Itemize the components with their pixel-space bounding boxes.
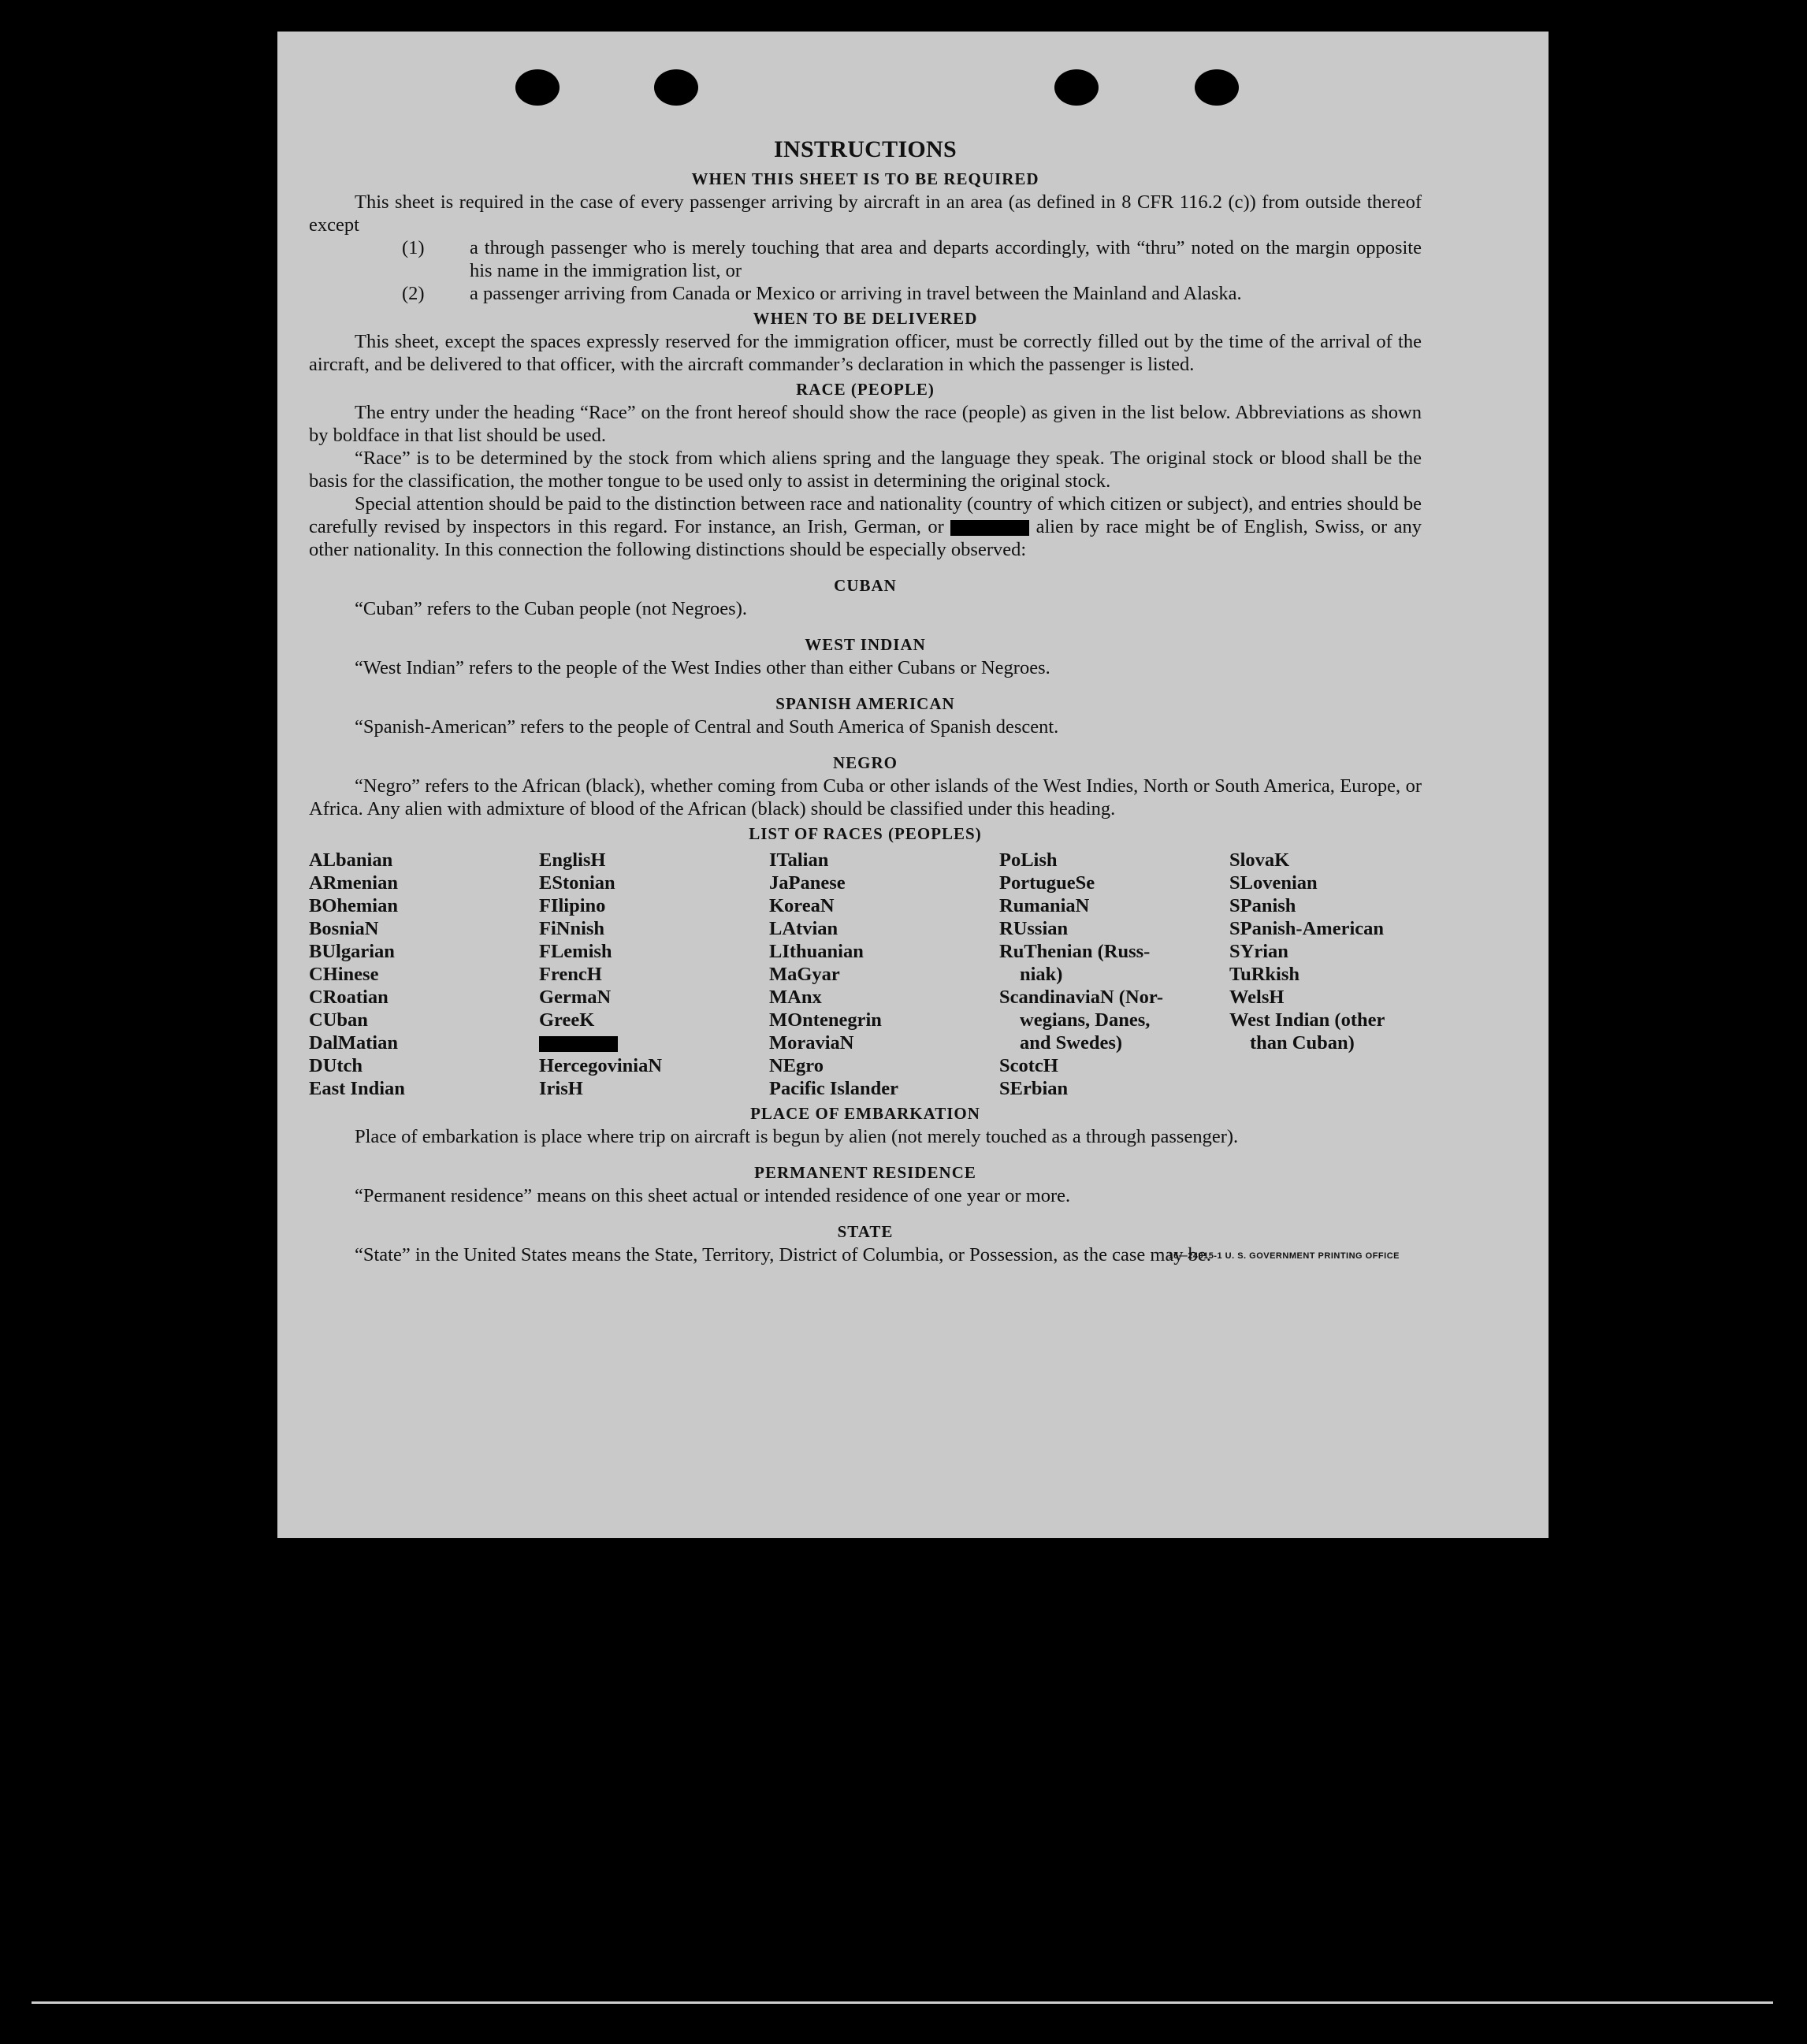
race-entry: NEgro	[769, 1055, 824, 1076]
race-entry: BOhemian	[309, 895, 398, 916]
redaction-mark	[539, 1036, 618, 1052]
permanent-residence-text: “Permanent residence” means on this sheet actual or intended residence of one year or more.	[355, 1185, 1071, 1206]
section-heading-west-indian: WEST INDIAN	[805, 635, 926, 654]
section-heading-spanish-american: SPANISH AMERICAN	[775, 694, 955, 713]
races-column	[539, 849, 769, 1100]
section-heading-state: STATE	[837, 1222, 894, 1241]
race-entry: WelsH	[1229, 987, 1285, 1008]
race-entry-redacted	[539, 1031, 769, 1054]
required-intro: This sheet is required in the case of every passenger arriving by aircraft in an area (as defined in 8 CFR 116.2 (c)) from outside thereof except	[309, 191, 1422, 236]
delivered-text: This sheet, except the spaces expressly reserved for the immigration officer, must be correctly filled out by the time of the arrival of the aircraft, and be delivered to that officer, with the aircraft commander’s declaration in which the passenger is listed.	[309, 331, 1422, 375]
negro-text: “Negro” refers to the African (black), whether coming from Cuba or other islands of the West Indies, North or South America, Europe, or Africa. Any alien with admixture of blood of the African (black) should be classified under this heading.	[309, 775, 1422, 819]
race-entry: HercegoviniaN	[539, 1055, 663, 1076]
race-entry: than Cuban)	[1250, 1032, 1355, 1054]
punch-hole	[654, 69, 698, 106]
race-entry: SlovaK	[1229, 849, 1290, 871]
race-entry: RUssian	[999, 918, 1069, 939]
race-paragraph-part: Special attention should be paid to the distinction between race and nationality (country of which citizen or subject), and entries should be carefully revised by inspectors in this regard. For instance, an Irish, German, or	[309, 493, 1422, 537]
race-entry: DalMatian	[309, 1032, 398, 1054]
race-entry: EStonian	[539, 872, 615, 894]
race-entry: BUlgarian	[309, 941, 395, 962]
race-entry: LIthuanian	[769, 941, 864, 962]
section-heading-cuban: CUBAN	[834, 576, 897, 595]
race-entry: ARmenian	[309, 872, 398, 894]
race-entry: MOntenegrin	[769, 1009, 882, 1031]
race-entry: CRoatian	[309, 987, 389, 1008]
race-paragraph	[309, 492, 1422, 561]
races-column	[1229, 849, 1426, 1100]
exception-item	[309, 282, 1422, 305]
race-entry: West Indian (other	[1229, 1009, 1385, 1031]
race-entry: ScandinaviaN (Nor-	[999, 987, 1164, 1008]
page-title: INSTRUCTIONS	[774, 136, 957, 162]
race-entry: ITalian	[769, 849, 829, 871]
race-entry: CHinese	[309, 964, 379, 985]
section-heading-delivered: WHEN TO BE DELIVERED	[753, 309, 978, 328]
race-entry: FrencH	[539, 964, 602, 985]
race-entry: KoreaN	[769, 895, 835, 916]
race-entry: DUtch	[309, 1055, 363, 1076]
exception-number: (1)	[402, 237, 425, 258]
exception-item	[309, 236, 1422, 282]
race-entry: RuThenian (Russ-	[999, 941, 1151, 962]
race-entry: CUban	[309, 1009, 368, 1031]
race-entry: GermaN	[539, 987, 612, 1008]
punch-hole	[1195, 69, 1239, 106]
punch-hole	[515, 69, 560, 106]
race-entry: PortugueSe	[999, 872, 1095, 894]
races-column	[999, 849, 1229, 1100]
race-entry: SLovenian	[1229, 872, 1318, 894]
race-entry: wegians, Danes,	[1020, 1009, 1151, 1031]
race-paragraph: The entry under the heading “Race” on the front hereof should show the race (people) as given in the list below. Abbreviations as shown by boldface in that list should be used.	[309, 402, 1422, 446]
spanish-american-text: “Spanish-American” refers to the people of Central and South America of Spanish descent.	[355, 716, 1059, 738]
race-entry: IrisH	[539, 1078, 583, 1099]
cuban-text: “Cuban” refers to the Cuban people (not Negroes).	[355, 598, 747, 619]
race-entry: ALbanian	[309, 849, 393, 871]
section-heading-negro: NEGRO	[832, 753, 898, 772]
race-paragraph: “Race” is to be determined by the stock from which aliens spring and the language they speak. The original stock or blood shall be the basis for the classification, the mother tongue to be used only to assist in determining the original stock.	[309, 448, 1422, 492]
race-entry: GreeK	[539, 1009, 595, 1031]
race-entry: SPanish	[1229, 895, 1296, 916]
scan-edge-line	[32, 2001, 1773, 2004]
race-entry: SErbian	[999, 1078, 1069, 1099]
section-heading-required: WHEN THIS SHEET IS TO BE REQUIRED	[691, 169, 1039, 188]
race-entry: FLemish	[539, 941, 612, 962]
race-entry: PoLish	[999, 849, 1058, 871]
races-column	[769, 849, 999, 1100]
race-entry: MaGyar	[769, 964, 840, 985]
race-entry: SPanish-American	[1229, 918, 1384, 939]
instructions-content	[309, 134, 1422, 1266]
west-indian-text: “West Indian” refers to the people of the West Indies other than either Cubans or Negroes.	[355, 657, 1050, 678]
section-heading-permanent-residence: PERMANENT RESIDENCE	[754, 1163, 976, 1182]
races-column	[309, 849, 539, 1100]
race-entry: LAtvian	[769, 918, 838, 939]
race-entry: JaPanese	[769, 872, 846, 894]
race-entry: MoraviaN	[769, 1032, 854, 1054]
state-block	[309, 1243, 1422, 1266]
printing-office-code: 16—24915-1 U. S. GOVERNMENT PRINTING OFFICE	[1168, 1251, 1400, 1261]
race-entry: and Swedes)	[1020, 1032, 1123, 1054]
exception-text: a passenger arriving from Canada or Mexico or arriving in travel between the Mainland and Alaska.	[470, 283, 1242, 304]
section-heading-embarkation: PLACE OF EMBARKATION	[750, 1104, 980, 1123]
race-entry: TuRkish	[1229, 964, 1300, 985]
race-entry: MAnx	[769, 987, 822, 1008]
section-heading-race: RACE (PEOPLE)	[796, 380, 935, 399]
punch-hole	[1054, 69, 1099, 106]
embarkation-text: Place of embarkation is place where trip on aircraft is begun by alien (not merely touched as a through passenger).	[355, 1126, 1239, 1147]
race-entry: East Indian	[309, 1078, 405, 1099]
state-text: “State” in the United States means the State, Territory, District of Columbia, or Possession, as the case may be.	[355, 1244, 1211, 1265]
race-entry: niak)	[1020, 964, 1063, 985]
races-list	[309, 849, 1422, 1100]
race-entry: SYrian	[1229, 941, 1288, 962]
document-page	[277, 32, 1549, 1538]
race-entry: RumaniaN	[999, 895, 1090, 916]
race-entry: BosniaN	[309, 918, 379, 939]
race-entry: Pacific Islander	[769, 1078, 898, 1099]
exception-text: a through passenger who is merely touching that area and departs accordingly, with “thru” noted on the margin opposite his name in the immigration list, or	[470, 237, 1422, 281]
race-entry: ScotcH	[999, 1055, 1058, 1076]
exception-number: (2)	[402, 283, 425, 304]
redaction-mark	[950, 520, 1029, 536]
race-entry: FIlipino	[539, 895, 606, 916]
section-heading-list-of-races: LIST OF RACES (PEOPLES)	[749, 824, 982, 843]
race-paragraph-part: alien by race might be of English, Swiss, or any other nationality. In this connection the following distinctions should be especially observed:	[309, 516, 1422, 560]
race-entry: FiNnish	[539, 918, 605, 939]
race-entry: EnglisH	[539, 849, 606, 871]
